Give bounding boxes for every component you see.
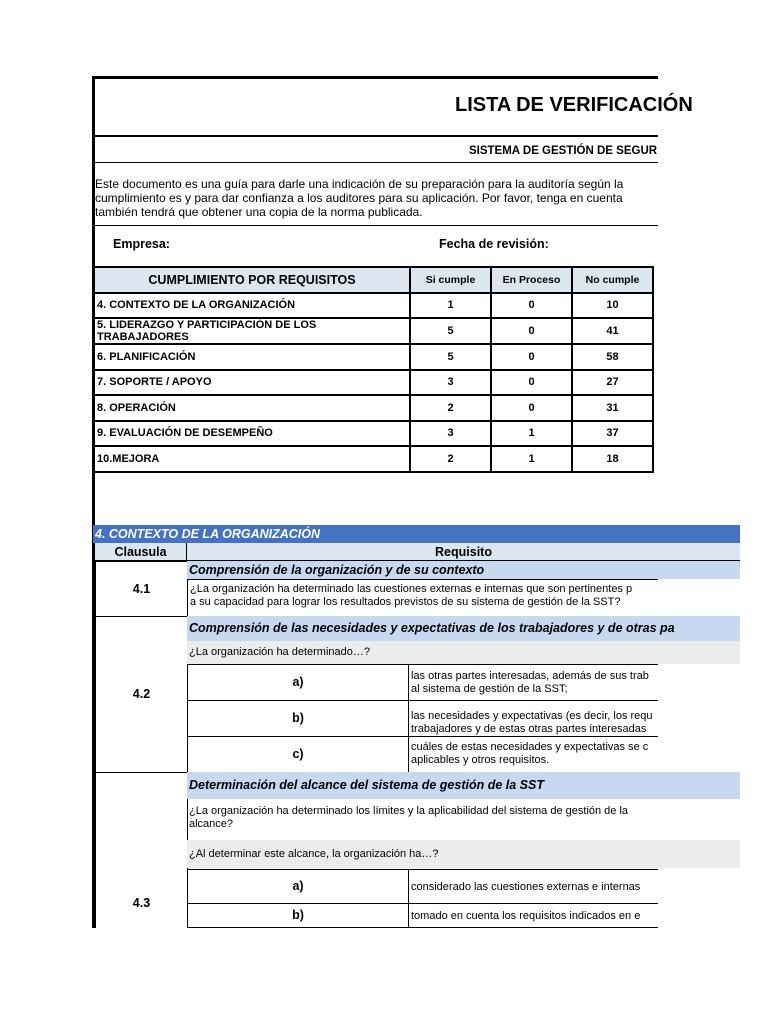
item-text — [408, 736, 658, 773]
clause-heading: Comprensión de la organización y de su contexto — [187, 561, 740, 579]
summary-row — [94, 395, 653, 421]
requirement-label: 8. OPERACIÓN — [94, 395, 410, 421]
si-cumple-value: 5 — [410, 318, 491, 344]
item-text: considerado las cuestiones externas e internas — [408, 869, 658, 904]
no-cumple-value: 37 — [572, 421, 653, 447]
si-cumple-value: 2 — [410, 446, 491, 472]
clause-question — [187, 799, 658, 840]
item-letter: a) — [187, 664, 409, 701]
header-cumplimiento: CUMPLIMIENTO POR REQUISITOS — [94, 267, 410, 293]
en-proceso-value: 0 — [491, 293, 572, 319]
item-line: trabajadores y de estas otras partes interesadas — [411, 723, 647, 735]
header-en-proceso: En Proceso — [491, 267, 572, 293]
summary-row — [94, 344, 653, 370]
item-line: aplicables y otros requisitos. — [411, 754, 550, 766]
si-cumple-value: 1 — [410, 293, 491, 319]
item-text — [408, 700, 658, 737]
item-letter: b) — [187, 700, 409, 737]
header-si-cumple: Si cumple — [410, 267, 491, 293]
summary-header-row — [94, 267, 653, 293]
si-cumple-value: 3 — [410, 370, 491, 396]
subtitle-clip — [95, 145, 658, 161]
divider — [95, 162, 658, 163]
no-cumple-value: 41 — [572, 318, 653, 344]
clause-heading: Determinación del alcance del sistema de gestión de la SST — [187, 772, 740, 799]
item-line: las necesidades y expectativas (es decir, los requ — [411, 710, 653, 722]
intro-line: cumplimiento es y para dar confianza a los auditores para su aplicación. Por favor, tenga en cuenta — [95, 191, 623, 205]
requirement-label: 4. CONTEXTO DE LA ORGANIZACIÓN — [94, 293, 410, 319]
requisito-header: Requisito — [187, 543, 740, 561]
clausula-header: Clausula — [95, 543, 187, 561]
item-line: cuáles de estas necesidades y expectativas se c — [411, 741, 649, 753]
document-title: LISTA DE VERIFICACIÓN — [455, 94, 693, 116]
en-proceso-value: 0 — [491, 344, 572, 370]
item-letter: b) — [187, 903, 409, 928]
item-line: al sistema de gestión de la SST; — [411, 683, 568, 695]
clause-number: 4.2 — [95, 616, 188, 773]
si-cumple-value: 5 — [410, 344, 491, 370]
fecha-revision-label: Fecha de revisión: — [439, 237, 549, 251]
question-line: alcance? — [189, 818, 234, 830]
requirement-label: 5. LIDERAZGO Y PARTICIPACIÓN DE LOS TRABAJADORES — [94, 318, 410, 344]
en-proceso-value: 0 — [491, 370, 572, 396]
item-line: las otras partes interesadas, además de sus trab — [411, 670, 649, 682]
item-text: tomado en cuenta los requisitos indicados en e — [408, 903, 658, 928]
si-cumple-value: 2 — [410, 395, 491, 421]
header-no-cumple: No cumple — [572, 267, 653, 293]
en-proceso-value: 0 — [491, 395, 572, 421]
item-letter: a) — [187, 869, 409, 904]
summary-row — [94, 293, 653, 319]
empresa-label: Empresa: — [113, 237, 170, 251]
divider — [95, 135, 658, 137]
summary-row — [94, 446, 653, 472]
document-top-border — [92, 76, 658, 79]
requirement-label: 10.MEJORA — [94, 446, 410, 472]
en-proceso-value: 1 — [491, 446, 572, 472]
intro-line: Este documento es una guía para darle una indicación de su preparación para la auditoría según la — [95, 177, 624, 191]
si-cumple-value: 3 — [410, 421, 491, 447]
summary-table — [93, 266, 654, 473]
clause-number: 4.1 — [95, 561, 188, 617]
item-text — [408, 664, 658, 701]
question-line: a su capacidad para lograr los resultados previstos de su sistema de gestión de la SST? — [190, 596, 621, 608]
en-proceso-value: 1 — [491, 421, 572, 447]
summary-row — [94, 318, 653, 344]
section-title-bar: 4. CONTEXTO DE LA ORGANIZACIÓN — [93, 525, 740, 543]
requirement-label: 6. PLANIFICACIÓN — [94, 344, 410, 370]
question-line: ¿La organización ha determinado las cuestiones externas e internas que son pertinentes p — [190, 583, 633, 595]
clause-question: ¿Al determinar este alcance, la organización ha…? — [187, 840, 740, 868]
requirement-label: 7. SOPORTE / APOYO — [94, 370, 410, 396]
no-cumple-value: 18 — [572, 446, 653, 472]
no-cumple-value: 31 — [572, 395, 653, 421]
clause-question — [187, 579, 658, 617]
no-cumple-value: 58 — [572, 344, 653, 370]
requirement-label: 9. EVALUACIÓN DE DESEMPEÑO — [94, 421, 410, 447]
question-line: ¿La organización ha determinado los límites y la aplicabilidad del sistema de gestión de la — [189, 805, 629, 817]
item-letter: c) — [187, 736, 409, 773]
summary-row — [94, 370, 653, 396]
summary-row — [94, 421, 653, 447]
clause-number: 4.3 — [95, 772, 188, 928]
no-cumple-value: 10 — [572, 293, 653, 319]
divider — [95, 225, 658, 226]
intro-text — [95, 177, 658, 219]
clause-question: ¿La organización ha determinado…? — [187, 641, 740, 664]
en-proceso-value: 0 — [491, 318, 572, 344]
no-cumple-value: 27 — [572, 370, 653, 396]
intro-line: también tendrá que obtener una copia de la norma publicada. — [95, 205, 423, 219]
document-subtitle: SISTEMA DE GESTIÓN DE SEGUR — [469, 145, 658, 157]
clause-heading: Comprensión de las necesidades y expectativas de los trabajadores y de otras pa — [187, 616, 740, 641]
title-clip — [95, 94, 693, 124]
